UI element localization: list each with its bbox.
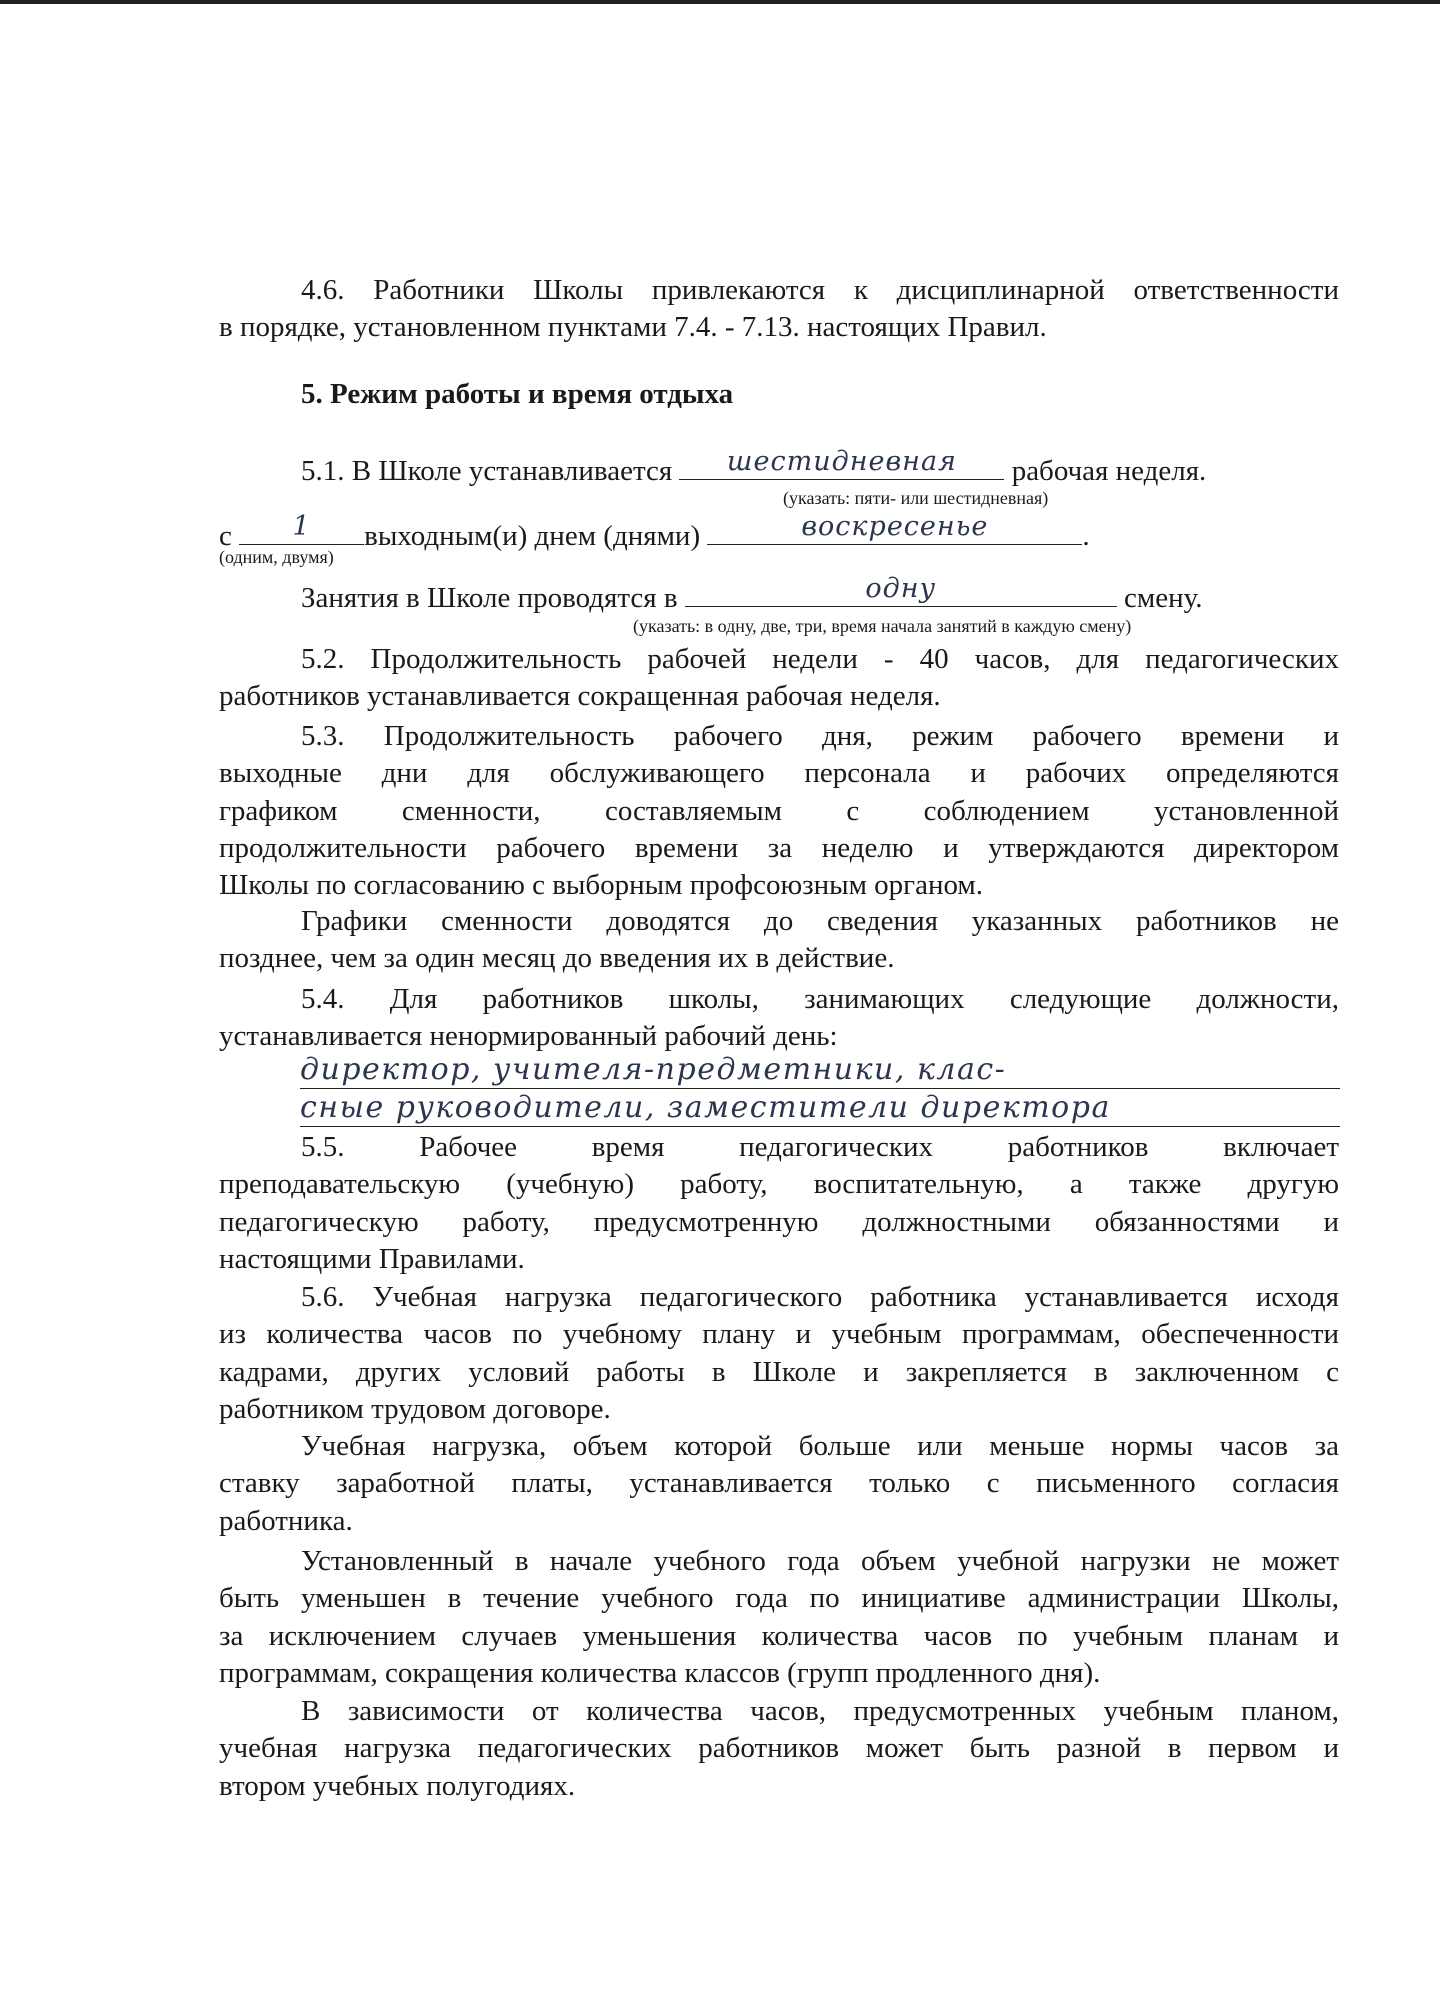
text-line: В зависимости от количества часов, предусмотренных учебным планом, [301, 1695, 1339, 1727]
text-line: ставку заработной платы, устанавливается только с письменного согласия [219, 1467, 1339, 1500]
text-line: за исключением случаев уменьшения количества часов по учебным планам и [219, 1619, 1339, 1652]
text: рабочая неделя. [1011, 455, 1207, 487]
text-line: 5.6. Учебная нагрузка педагогического работника устанавливается исходя [301, 1281, 1339, 1313]
paragraph-5-6 [219, 1279, 1339, 1428]
text-line: Учебная нагрузка, объем которой больше или меньше нормы часов за [301, 1430, 1339, 1462]
text-line: 5.2. Продолжительность рабочей недели - 40 часов, для педагогических [301, 643, 1339, 675]
handwritten-value: одну [865, 573, 937, 604]
paragraph-4-6 [219, 272, 1339, 347]
paragraph-5-5 [219, 1129, 1339, 1278]
shift-field[interactable] [685, 573, 1117, 607]
text-line: 5.5. Рабочее время педагогических работников включает [301, 1131, 1339, 1163]
text: . [1082, 520, 1090, 552]
text-line: втором учебных полугодиях. [219, 1769, 576, 1802]
text-line: продолжительности рабочего времени за неделю и утверждаются директором [219, 831, 1339, 864]
handwritten-value: 1 [292, 511, 311, 542]
text: с [219, 520, 232, 552]
section-heading [219, 376, 1339, 413]
paragraph-5-3 [219, 718, 1339, 904]
text-line: Школы по согласованию с выборным профсоюзным органом. [219, 869, 984, 902]
text-line: 5.3. Продолжительность рабочего дня, режим рабочего времени и [301, 720, 1339, 752]
paragraph-workload-reduction [219, 1543, 1339, 1692]
text: смену. [1124, 582, 1203, 614]
text-line: педагогическую работу, предусмотренную должностными обязанностями и [219, 1205, 1339, 1238]
text-line: кадрами, других условий работы в Школе и закрепляется в заключенном с [219, 1355, 1339, 1388]
days-off-count-field[interactable] [239, 511, 364, 545]
day-off-field[interactable] [707, 511, 1082, 545]
positions-field-line-1[interactable]: директор, учителя-предметники, клас- [300, 1052, 1340, 1089]
text-line: из количества часов по учебному плану и учебным программам, обеспеченности [219, 1318, 1339, 1351]
text-line: графиком сменности, составляемым с соблюдением установленной [219, 794, 1339, 827]
text-line: 5.4. Для работников школы, занимающих следующие должности, [301, 983, 1339, 1015]
text: Занятия в Школе проводятся в [301, 582, 678, 614]
row-5-1-week [301, 446, 1207, 490]
positions-field-line-2[interactable]: сные руководители, заместители директора [300, 1090, 1340, 1127]
text-line: программам, сокращения количества классов (групп продленного дня). [219, 1656, 1101, 1689]
text-line: преподавательскую (учебную) работу, воспитательную, а также другую [219, 1168, 1339, 1201]
paragraph-5-2 [219, 641, 1339, 716]
paragraph-workload-consent [219, 1428, 1339, 1540]
text-line: в порядке, установленном пунктами 7.4. - 7.13. настоящих Правил. [219, 311, 1047, 344]
text-line: устанавливается ненормированный рабочий день: [219, 1020, 838, 1053]
text-line: настоящими Правилами. [219, 1242, 525, 1275]
text-line: Установленный в начале учебного года объем учебной нагрузки не может [301, 1545, 1339, 1577]
text-line: Графики сменности доводятся до сведения указанных работников не [301, 905, 1339, 937]
text-line: позднее, чем за один месяц до введения их в действие. [219, 942, 895, 975]
text-line: учебная нагрузка педагогических работников может быть разной в первом и [219, 1732, 1339, 1765]
text-line: работником трудовом договоре. [219, 1392, 611, 1425]
paragraph-5-4 [219, 981, 1339, 1056]
text-line: работника. [219, 1504, 353, 1537]
text-line: быть уменьшен в течение учебного года по инициативе администрации Школы, [219, 1582, 1339, 1615]
text-line: работников устанавливается сокращенная рабочая неделя. [219, 680, 941, 713]
paragraph-workload-semesters [219, 1693, 1339, 1805]
row-days-off [219, 511, 1090, 555]
shift-hint: (указать: в одну, две, три, время начала занятий в каждую смену) [633, 616, 1132, 636]
text-line: 4.6. Работники Школы привлекаются к дисциплинарной ответственности [301, 274, 1339, 306]
text-line: выходные дни для обслуживающего персонала и рабочих определяются [219, 757, 1339, 790]
text: 5.1. В Школе устанавливается [301, 455, 673, 487]
handwritten-value: воскресенье [801, 511, 989, 542]
count-hint: (одним, двумя) [219, 547, 334, 567]
week-hint: (указать: пяти- или шестидневная) [783, 488, 1049, 508]
paragraph-shift-schedules [219, 903, 1339, 978]
row-shifts [301, 573, 1203, 617]
text: выходным(и) днем (днями) [364, 520, 701, 552]
handwritten-value: шестидневная [726, 446, 957, 477]
scan-edge-line [0, 0, 1440, 4]
week-type-field[interactable] [679, 446, 1004, 480]
heading-text: 5. Режим работы и время отдыха [301, 378, 734, 410]
